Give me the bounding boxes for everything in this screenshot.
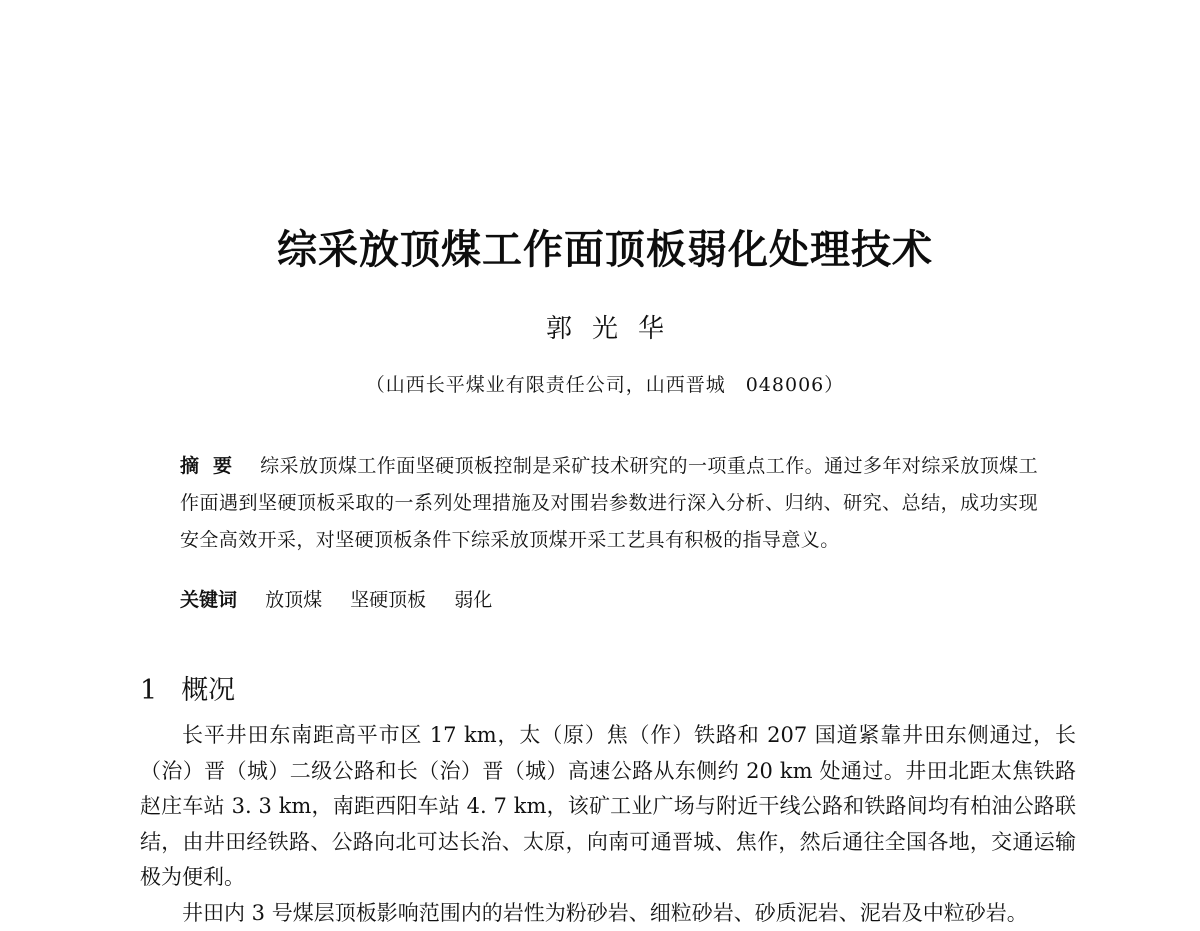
- abstract: [180, 448, 1038, 559]
- author-affiliation: （山西长平煤业有限责任公司，山西晋城 048006）: [0, 370, 1200, 397]
- abstract-label: 摘要: [180, 455, 246, 477]
- body-paragraph: 长平井田东南距高平市区 17 km，太（原）焦（作）铁路和 207 国道紧靠井田东侧通过，长（治）晋（城）二级公路和长（治）晋（城）高速公路从东侧约 20 km 处通过。井田北距太焦铁路赵庄车站 3. 3 km，南距西阳车站 4. 7 km，该矿工业广场与附近干线公路和铁路间均有柏油公路联结，由井田经铁路、公路向北可达长治、太原，向南可通晋城、焦作，然后通往全国各地，交通运输极为便利。: [140, 718, 1076, 896]
- section-heading: [140, 668, 235, 707]
- author-name: 郭光华: [0, 308, 1200, 345]
- abstract-text: 综采放顶煤工作面坚硬顶板控制是采矿技术研究的一项重点工作。通过多年对综采放顶煤工作面遇到坚硬顶板采取的一系列处理措施及对围岩参数进行深入分析、归纳、研究、总结，成功实现安全高效开采，对坚硬顶板条件下综采放顶煤开采工艺具有积极的指导意义。: [180, 455, 1038, 551]
- keyword-item: 坚硬顶板: [350, 589, 426, 611]
- keyword-item: 放顶煤: [265, 589, 322, 611]
- section-title: 概况: [181, 675, 235, 706]
- keywords-label: 关键词: [180, 589, 237, 611]
- keywords: [180, 585, 1038, 615]
- section-number: 1: [140, 675, 157, 706]
- paper-title: 综采放顶煤工作面顶板弱化处理技术: [0, 218, 1200, 275]
- body-paragraph: 井田内 3 号煤层顶板影响范围内的岩性为粉砂岩、细粒砂岩、砂质泥岩、泥岩及中粒砂岩。: [140, 896, 1076, 931]
- section-body: [140, 718, 1076, 931]
- keyword-item: 弱化: [454, 589, 492, 611]
